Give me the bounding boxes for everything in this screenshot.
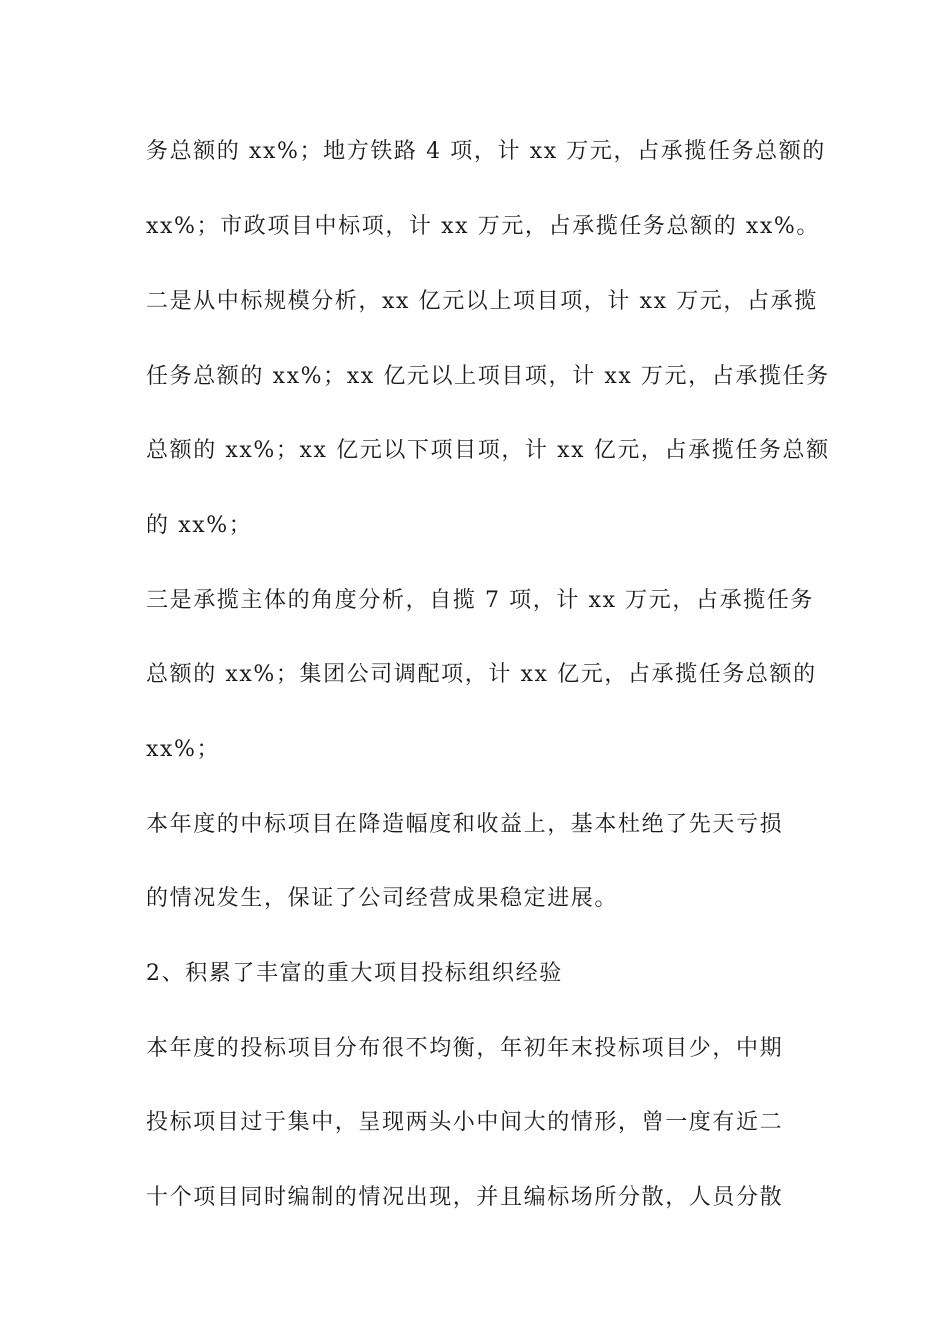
text-line: 总额的 xx%；xx 亿元以下项目项，计 xx 亿元，占承揽任务总额 xyxy=(146,438,830,463)
text-line: xx%； xyxy=(146,737,221,762)
text-line: 任务总额的 xx%；xx 亿元以上项目项，计 xx 万元，占承揽任务 xyxy=(146,364,830,389)
text-line: 本年度的中标项目在降造幅度和收益上，基本杜绝了先天亏损 xyxy=(146,812,784,837)
text-line: 总额的 xx%；集团公司调配项，计 xx 亿元，占承揽任务总额的 xyxy=(146,662,817,687)
text-line: 投标项目过于集中，呈现两头小中间大的情形，曾一度有近二 xyxy=(146,1110,784,1135)
text-line: 十个项目同时编制的情况出现，并且编标场所分散，人员分散 xyxy=(146,1185,784,1210)
text-line: 三是承揽主体的角度分析，自揽 7 项，计 xx 万元，占承揽任务 xyxy=(146,588,814,613)
text-line: 的 xx%； xyxy=(146,513,253,538)
text-line: 的情况发生，保证了公司经营成果稳定进展。 xyxy=(146,886,619,911)
text-line: xx%；市政项目中标项，计 xx 万元，占承揽任务总额的 xx%。 xyxy=(146,214,821,239)
text-line: 二是从中标规模分析，xx 亿元以上项目项，计 xx 万元，占承揽 xyxy=(146,289,818,314)
text-line: 本年度的投标项目分布很不均衡，年初年末投标项目少，中期 xyxy=(146,1036,784,1061)
section-heading: 2、积累了丰富的重大项目投标组织经验 xyxy=(146,961,563,986)
text-line: 务总额的 xx%；地方铁路 4 项，计 xx 万元，占承揽任务总额的 xyxy=(146,139,826,164)
